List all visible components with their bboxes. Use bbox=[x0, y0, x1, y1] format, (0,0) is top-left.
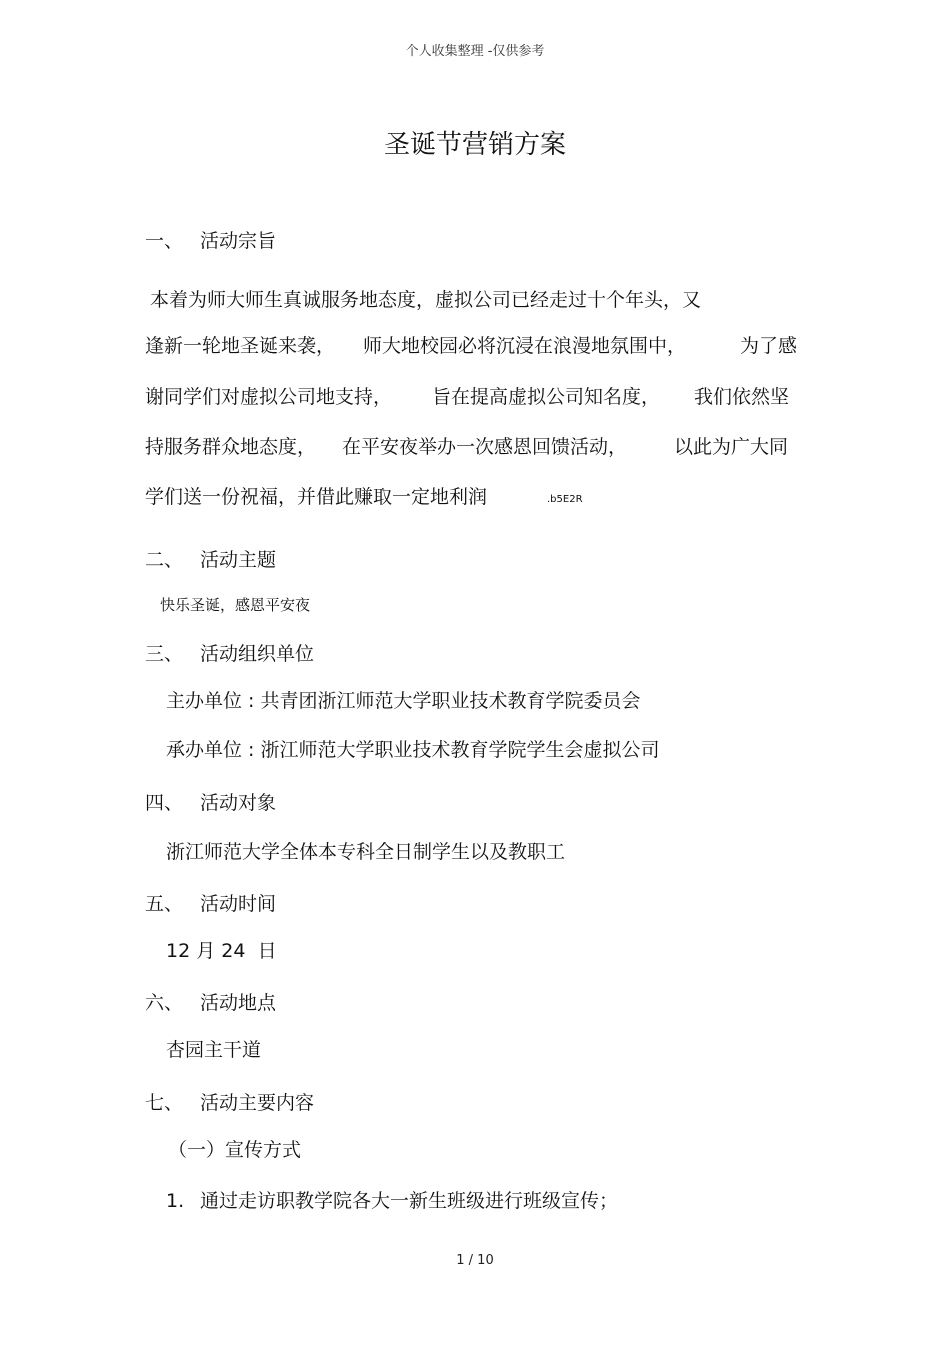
purpose-line-4a: 持服务群众地态度， bbox=[145, 436, 317, 458]
section-3-number: 三、 bbox=[145, 643, 184, 665]
date-day-unit: 日 bbox=[257, 940, 277, 962]
section-6-title: 活动地点 bbox=[200, 992, 277, 1014]
purpose-line-3c: 我们依然坚 bbox=[694, 386, 790, 408]
purpose-line-5: 学们送一份祝福，并借此赚取一定地利润 bbox=[145, 486, 488, 508]
purpose-code: .b5E2R bbox=[547, 494, 583, 505]
header-note: 个人收集整理 -仅供参考 bbox=[405, 44, 545, 59]
date-month-number: 12 bbox=[166, 940, 191, 962]
purpose-line-4b: 在平安夜举办一次感恩回馈活动， bbox=[342, 436, 628, 458]
event-date bbox=[166, 936, 277, 966]
host-organizer: 主办单位 : 共青团浙江师范大学职业技术教育学院委员会 bbox=[166, 690, 641, 712]
section-4-title: 活动对象 bbox=[200, 792, 277, 814]
section-3-title: 活动组织单位 bbox=[200, 643, 315, 665]
date-day-number: 24 bbox=[221, 940, 246, 962]
section-2-number: 二、 bbox=[145, 549, 184, 571]
section-5-title: 活动时间 bbox=[200, 893, 277, 915]
content-subheading: （一）宣传方式 bbox=[168, 1139, 302, 1161]
section-5-number: 五、 bbox=[145, 893, 184, 915]
purpose-line-3a: 谢同学们对虚拟公司地支持， bbox=[145, 386, 393, 408]
purpose-line-2b: 师大地校园必将沉浸在浪漫地氛围中， bbox=[363, 335, 687, 357]
section-7-number: 七、 bbox=[145, 1092, 184, 1114]
purpose-line-2a: 逢新一轮地圣诞来袭， bbox=[145, 335, 336, 357]
document-title: 圣诞节营销方案 bbox=[383, 130, 566, 160]
section-6-number: 六、 bbox=[145, 992, 184, 1014]
content-item-1-number: 1. bbox=[166, 1190, 185, 1212]
purpose-line-4c: 以此为广大同 bbox=[674, 436, 789, 458]
section-2-title: 活动主题 bbox=[200, 549, 277, 571]
purpose-line-2c: 为了感 bbox=[740, 335, 798, 357]
content-item-1-text: 通过走访职教学院各大一新生班级进行班级宣传； bbox=[200, 1190, 619, 1212]
purpose-line-1: 本着为师大师生真诚服务地态度，虚拟公司已经走过十个年头，又 bbox=[150, 289, 702, 311]
section-4-number: 四、 bbox=[145, 792, 184, 814]
section-1-number: 一、 bbox=[145, 230, 184, 252]
date-month-unit: 月 bbox=[196, 940, 216, 962]
purpose-line-3b: 旨在提高虚拟公司知名度， bbox=[432, 386, 661, 408]
co-organizer: 承办单位 : 浙江师范大学职业技术教育学院学生会虚拟公司 bbox=[166, 739, 660, 761]
section-1-title: 活动宗旨 bbox=[200, 230, 277, 252]
page-number: 1 / 10 bbox=[456, 1253, 494, 1268]
section-7-title: 活动主要内容 bbox=[200, 1092, 315, 1114]
place-text: 杏园主干道 bbox=[166, 1039, 262, 1061]
audience-text: 浙江师范大学全体本专科全日制学生以及教职工 bbox=[166, 841, 566, 863]
theme-text: 快乐圣诞，感恩平安夜 bbox=[160, 596, 311, 614]
